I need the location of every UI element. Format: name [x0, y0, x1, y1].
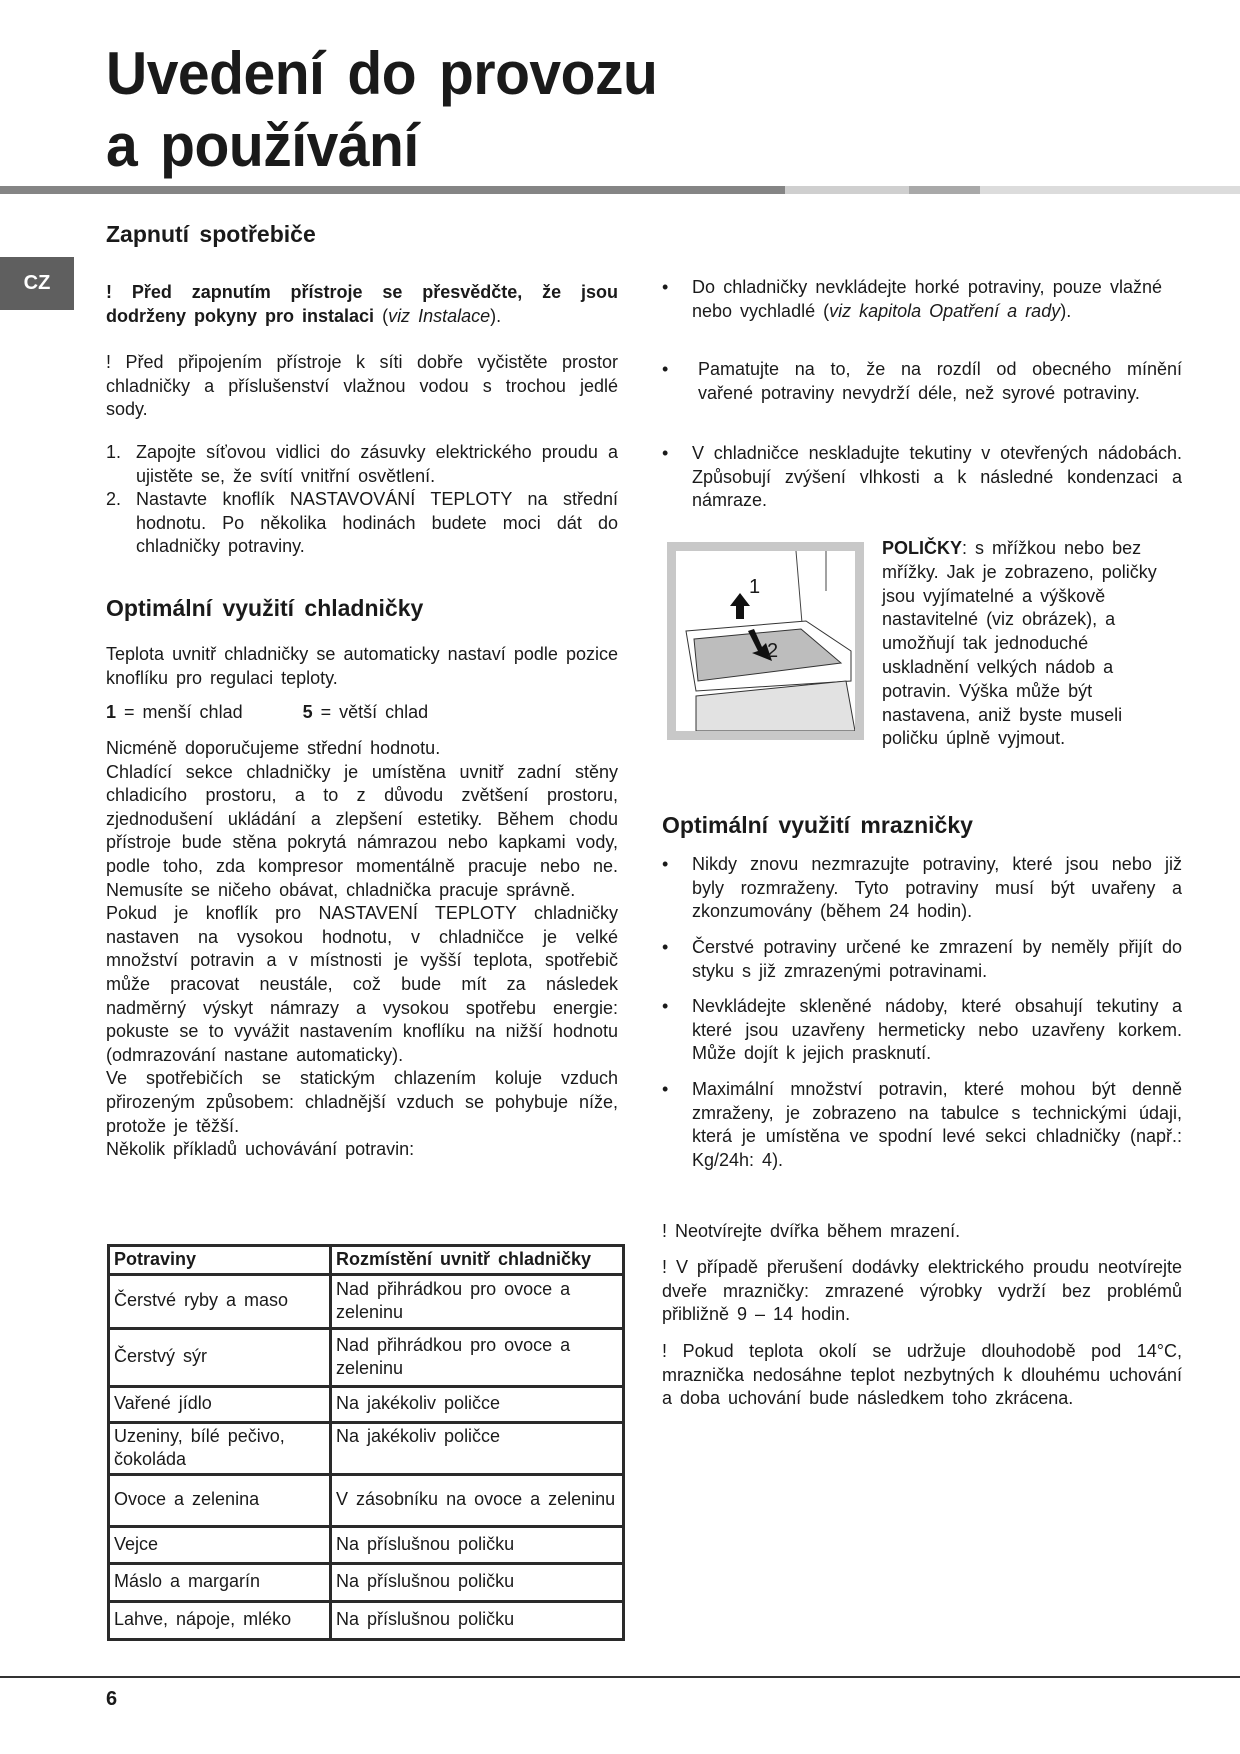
note-ambient-temperature: ! Pokud teplota okolí se udržuje dlouhodobě pod 14°C, mraznička nedosáhne teplot nezbytných k dlouhému uchování a doba uchování bude následkem toho zkrácena.	[662, 1341, 1182, 1409]
note-power-outage: ! V případě přerušení dodávky elektrického proudu neotvírejte dveře mrazničky: zmrazené výrobky vydrží bez problémů přibližně 9 – 14 hodin.	[662, 1257, 1182, 1325]
step-number: 1.	[106, 442, 122, 462]
bullet-icon: •	[662, 996, 669, 1016]
title-line-1: Uvedení do provozu	[106, 40, 658, 107]
table-cell: Nad přihrádkou pro ovoce a zeleninu	[331, 1328, 624, 1386]
page-title	[106, 38, 657, 182]
table-cell: Vejce	[109, 1526, 331, 1563]
chapter-ref: viz kapitola Opatření a rady	[829, 300, 1061, 321]
table-row	[109, 1328, 624, 1386]
step-text: Zapojte síťovou vidlici do zásuvky elektrického proudu a ujistěte se, že svítí vnitřní osvětlení.	[136, 442, 618, 486]
temperature-scale	[106, 701, 618, 725]
bullet-icon: •	[662, 937, 669, 957]
table-cell: Ovoce a zelenina	[109, 1474, 331, 1526]
warning-installation	[106, 281, 618, 328]
table-cell: Na příslušnou poličku	[331, 1563, 624, 1601]
table-row	[109, 1386, 624, 1422]
bullet-text: Nevkládejte skleněné nádoby, které obsahují tekutiny a které jsou uzavřeny hermeticky nebo uzavřeny korkem. Může dojít k jejich prasknutí.	[692, 996, 1182, 1064]
header-rule-segment	[785, 186, 909, 194]
list-item	[662, 1078, 1182, 1172]
step	[106, 488, 618, 559]
temperature-paragraph: Teplota uvnitř chladničky se automaticky nastaví podle pozice knoflíku pro regulaci teploty.	[106, 644, 618, 688]
table-cell: Nad přihrádkou pro ovoce a zeleninu	[331, 1274, 624, 1328]
figure-label-2: 2	[767, 640, 779, 662]
paren: (	[374, 305, 389, 326]
footer-rule	[0, 1676, 1240, 1678]
table-cell: Čerstvý sýr	[109, 1328, 331, 1386]
table-row	[109, 1422, 624, 1474]
header-rule-segment	[909, 186, 980, 194]
shelves-label: POLIČKY	[882, 538, 963, 558]
list-item	[662, 442, 1182, 513]
step-text: Nastavte knoflík NASTAVOVÁNÍ TEPLOTY na střední hodnotu. Po několika hodinách budete moci dát do chladničky potraviny.	[136, 489, 618, 557]
food-storage-table	[107, 1244, 625, 1641]
table-cell: Čerstvé ryby a maso	[109, 1274, 331, 1328]
table-cell: Lahve, nápoje, mléko	[109, 1601, 331, 1639]
list-item	[662, 936, 1182, 983]
bullet-text: Čerstvé potraviny určené ke zmrazení by neměly přijít do styku s již zmrazenými potravinami.	[692, 937, 1182, 981]
step	[106, 441, 618, 488]
scale-low-number: 1	[106, 702, 117, 722]
fridge-usage-paragraph: Nicméně doporučujeme střední hodnotu. Chladící sekce chladničky je umístěna uvnitř zadní stěny chladicího prostoru, a to z důvodu zvětšení prostoru, zjednodušení ukládání a zlepšení estetiky. Během chodu přístroje bude stěna pokrytá námrazou nebo kapkami vody, podle toho, zda kompresor momentálně pracuje nebo ne. Nemusíte se ničeho obávat, chladnička pracuje správně. Pokud je knoflík pro NASTAVENÍ TEPLOTY chladničky nastaven na vysokou hodnotu, v chladničce je velké množství potravin a v místnosti je vyšší teplota, spotřebič může pracovat neustále, což bude mít za následek nadměrný výskyt námrazy a vysokou spotřebu energie: pokuste se to vyvážit nastavením knoflíku na nižší hodnotu (odmrazování nastane automaticky). Ve spotřebičích se statickým chlazením koluje vzduch přirozeným způsobem: chladnější vzduch se pohybuje níže, protože je těžší. Několik příkladů uchovávání potravin:	[106, 738, 618, 1160]
text: ).	[1060, 300, 1072, 321]
step-number: 2.	[106, 489, 122, 510]
scale-low-text: = menší chlad	[124, 702, 243, 722]
note-door: ! Neotvírejte dvířka během mrazení.	[662, 1221, 961, 1241]
bullet-text: Nikdy znovu nezmrazujte potraviny, které jsou nebo již byly rozmraženy. Tyto potraviny musí být uvařeny a zkonzumovány (během 24 hodin).	[692, 854, 1182, 922]
table-row	[109, 1601, 624, 1639]
language-tab: CZ	[0, 257, 74, 310]
section-heading-freezer: Optimální využití mrazničky	[662, 812, 973, 838]
table-cell: Vařené jídlo	[109, 1386, 331, 1422]
setup-steps	[106, 441, 618, 559]
table-row	[109, 1474, 624, 1526]
table-cell: V zásobníku na ovoce a zeleninu	[331, 1474, 624, 1526]
bullet-icon: •	[662, 1079, 669, 1099]
table-cell: Na příslušnou poličku	[331, 1601, 624, 1639]
shelves-text: : s mřížkou nebo bez mřížky. Jak je zobrazeno, poličky jsou vyjímatelné a výškově nastavitelné (viz obrázek), a umožňují tak jednoduché uskladnění velkých nádob a potravin. Výška může být nastavena, aniž byste museli poličku úplně vyjmout.	[882, 538, 1157, 749]
list-item	[662, 358, 1182, 405]
table-header-row	[109, 1246, 624, 1275]
text: Do chladničky nevkládejte horké potraviny, pouze vlažné nebo vychladlé (	[692, 277, 1162, 321]
column-header: Potraviny	[109, 1246, 331, 1275]
bullet-icon: •	[662, 277, 669, 297]
page-number: 6	[106, 1688, 118, 1710]
shelves-description	[882, 537, 1182, 751]
header-rule-segment	[980, 186, 1240, 194]
column-header: Rozmístění uvnitř chladničky	[331, 1246, 624, 1275]
bullet-icon: •	[662, 359, 669, 379]
table-cell: Máslo a margarín	[109, 1563, 331, 1601]
bullet-text: Pamatujte na to, že na rozdíl od obecného mínění vařené potraviny nevydrží déle, než syrové potraviny.	[698, 359, 1182, 403]
table-cell: Na příslušnou poličku	[331, 1526, 624, 1563]
scale-high-number: 5	[302, 702, 313, 722]
table-row	[109, 1274, 624, 1328]
list-item	[662, 853, 1182, 924]
warning-bold: Před zapnutím přístroje se přesvědčte, že jsou dodrženy pokyny pro instalaci	[106, 282, 618, 326]
figure-label-1: 1	[749, 576, 761, 598]
section-heading-switch-on: Zapnutí spotřebiče	[106, 221, 316, 247]
bullet-text: Maximální množství potravin, které mohou být denně zmraženy, je zobrazeno na tabulce s technickými údaji, která je umístěna ve spodní levé sekci chladničky (např.: Kg/24h: 4).	[692, 1079, 1182, 1170]
shelf-drawing	[676, 551, 855, 731]
bullet-text: V chladničce neskladujte tekutiny v otevřených nádobách. Způsobují zvýšení vlhkosti a k následné kondenzaci a námraze.	[692, 443, 1182, 511]
paren: ).	[490, 305, 502, 326]
warning-ref: viz Instalace	[388, 305, 491, 326]
table-cell: Na jakékoliv poličce	[331, 1386, 624, 1422]
title-line-2: a používání	[106, 112, 419, 179]
header-rule	[0, 186, 785, 194]
bullet-icon: •	[662, 443, 669, 463]
list-item	[662, 995, 1182, 1066]
list-item	[662, 276, 1162, 323]
warning-mark: !	[106, 282, 112, 302]
scale-high-text: = větší chlad	[320, 702, 429, 722]
table-cell: Uzeniny, bílé pečivo, čokoláda	[109, 1422, 331, 1474]
bullet-icon: •	[662, 854, 669, 874]
shelf-illustration	[667, 542, 864, 740]
table-row	[109, 1563, 624, 1601]
warning-cleaning: ! Před připojením přístroje k síti dobře vyčistěte prostor chladničky a příslušenství vlažnou vodou s trochou jedlé sody.	[106, 352, 618, 420]
bullet-text	[692, 276, 1162, 323]
section-heading-fridge: Optimální využití chladničky	[106, 595, 424, 621]
table-row	[109, 1526, 624, 1563]
table-cell: Na jakékoliv poličce	[331, 1422, 624, 1474]
